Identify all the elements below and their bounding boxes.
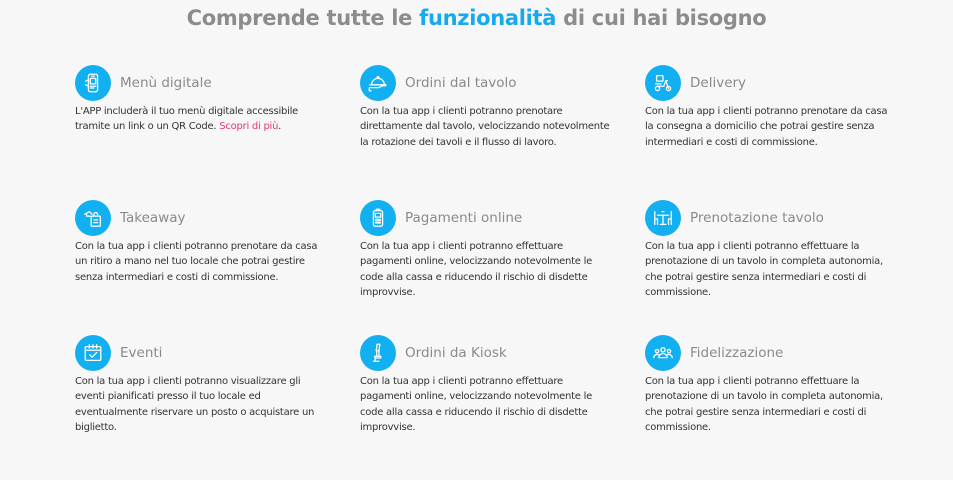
heading-text-start: Comprende tutte le [186, 6, 420, 30]
kiosk-icon [360, 335, 396, 371]
feature-title: Fidelizzazione [690, 345, 784, 361]
cloche-icon [360, 65, 396, 101]
feature-description: Con la tua app i clienti potranno visualizzare gli eventi pianificati presso il tuo locale ed eventualmente riservare un posto o acquistare un biglietto. [75, 376, 315, 434]
feature-pagamenti-online [360, 200, 610, 301]
feature-description: Con la tua app i clienti potranno prenotare da casa la consegna a domicilio che potrai gestire senza intermediari e costi di commissione. [645, 106, 888, 148]
feature-description: Con la tua app i clienti potranno prenotare da casa un ritiro a mano nel tuo locale che potrai gestire senza intermediari e costi di commissione. [75, 241, 318, 283]
feature-description: Con la tua app i clienti potranno prenotare direttamente dal tavolo, velocizzando notevolmente la rotazione dei tavoli e il flusso di lavoro. [360, 106, 610, 148]
table-chairs-icon [645, 200, 681, 236]
feature-description: Con la tua app i clienti potranno effettuare pagamenti online, velocizzando notevolmente le code alla cassa e riducendo il rischio di disdette improvvise. [360, 241, 593, 299]
feature-delivery [645, 65, 895, 150]
heading-highlight: funzionalità [419, 6, 557, 30]
feature-title: Pagamenti online [405, 210, 523, 226]
payment-terminal-icon [360, 200, 396, 236]
section-heading [0, 6, 953, 30]
feature-title: Ordini da Kiosk [405, 345, 507, 361]
feature-title: Takeaway [120, 210, 186, 226]
feature-description-end: . [278, 121, 282, 133]
feature-ordini-da-kiosk [360, 335, 610, 436]
people-group-icon [645, 335, 681, 371]
feature-title: Delivery [690, 75, 747, 91]
feature-description: Con la tua app i clienti potranno effettuare la prenotazione di un tavolo in completa autonomia, che potrai gestire senza intermediari e costi di commissione. [645, 241, 883, 299]
phone-menu-icon [75, 65, 111, 101]
feature-ordini-dal-tavolo [360, 65, 610, 150]
calendar-check-icon [75, 335, 111, 371]
feature-title: Menù digitale [120, 75, 212, 91]
feature-title: Prenotazione tavolo [690, 210, 824, 226]
feature-description: Con la tua app i clienti potranno effettuare la prenotazione di un tavolo in completa autonomia, che potrai gestire senza intermediari e costi di commissione. [645, 376, 883, 434]
feature-fidelizzazione [645, 335, 895, 436]
feature-eventi [75, 335, 325, 436]
feature-title: Eventi [120, 345, 163, 361]
feature-description [75, 104, 325, 135]
feature-description: Con la tua app i clienti potranno effettuare pagamenti online, velocizzando notevolmente le code alla cassa e riducendo il rischio di disdette improvvise. [360, 376, 593, 434]
scopri-di-piu-link[interactable]: Scopri di più [219, 121, 279, 133]
scooter-icon [645, 65, 681, 101]
heading-text-end: di cui hai bisogno [556, 6, 767, 30]
feature-title: Ordini dal tavolo [405, 75, 517, 91]
feature-takeaway [75, 200, 325, 285]
takeaway-bag-icon [75, 200, 111, 236]
feature-prenotazione-tavolo [645, 200, 895, 301]
feature-menu-digitale [75, 65, 325, 135]
feature-description-text: L'APP includerà il tuo menù digitale accessibile tramite un link o un QR Code. [75, 106, 299, 133]
